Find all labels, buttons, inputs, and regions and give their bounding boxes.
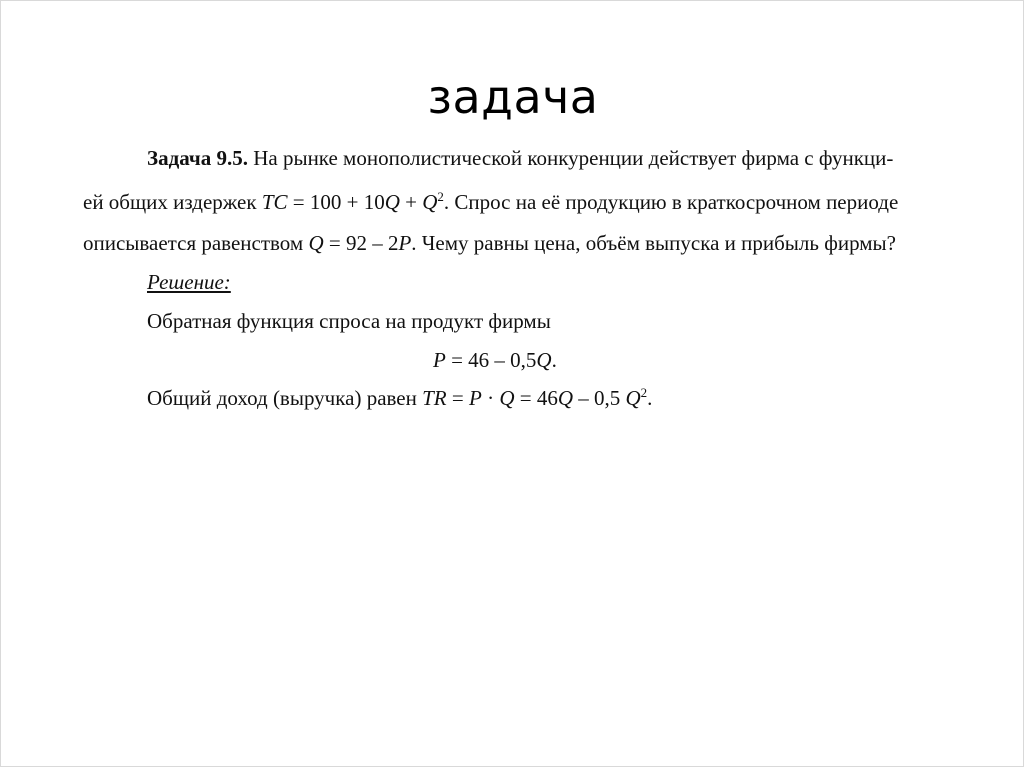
formula-variable: Q <box>499 386 515 410</box>
formula-variable: Q <box>557 386 573 410</box>
text-segment: = 100 + 10 <box>287 190 385 214</box>
text-segment: . <box>647 386 653 410</box>
text-segment: = <box>446 386 469 410</box>
formula-variable: TC <box>261 190 288 214</box>
solution-label: Решение: <box>147 270 231 294</box>
problem-line-2 <box>83 190 898 215</box>
formula-variable: TR <box>422 386 447 410</box>
formula-variable: Q <box>625 386 641 410</box>
solution-line-3 <box>147 386 652 411</box>
text-segment: . Чему равны цена, объём выпуска и прибыль фирмы? <box>411 231 896 255</box>
text-segment: = 46 – 0,5 <box>445 348 537 372</box>
text-segment: = 92 – 2 <box>323 231 399 255</box>
formula-variable: Q <box>384 190 400 214</box>
formula-variable: P <box>468 386 482 410</box>
text-segment: ей общих издержек <box>83 190 262 214</box>
text-segment: описывается равенством <box>83 231 309 255</box>
text-segment: · <box>481 386 500 410</box>
text-segment: . <box>551 348 557 372</box>
text-segment: Общий доход (выручка) равен <box>147 386 423 410</box>
slide-title: задача <box>427 70 599 124</box>
formula-variable: P <box>398 231 412 255</box>
problem-heading: Задача 9.5. <box>147 146 248 170</box>
problem-line-1 <box>147 146 893 171</box>
superscript: 2 <box>640 385 648 400</box>
problem-text: На рынке монополистической конкуренции действует фирма с функци- <box>247 146 894 170</box>
formula-variable: P <box>433 348 446 372</box>
solution-line-1: Обратная функция спроса на продукт фирмы <box>147 309 551 333</box>
formula-variable: Q <box>536 348 552 372</box>
text-segment: – 0,5 <box>573 386 626 410</box>
text-segment: . Спрос на её продукцию в краткосрочном периоде <box>443 190 899 214</box>
formula-variable: Q <box>422 190 438 214</box>
inverse-demand-formula <box>433 348 557 373</box>
problem-line-3 <box>83 231 896 256</box>
formula-variable: Q <box>308 231 324 255</box>
text-segment: + <box>399 190 423 214</box>
superscript: 2 <box>437 189 444 204</box>
text-segment: = 46 <box>514 386 558 410</box>
